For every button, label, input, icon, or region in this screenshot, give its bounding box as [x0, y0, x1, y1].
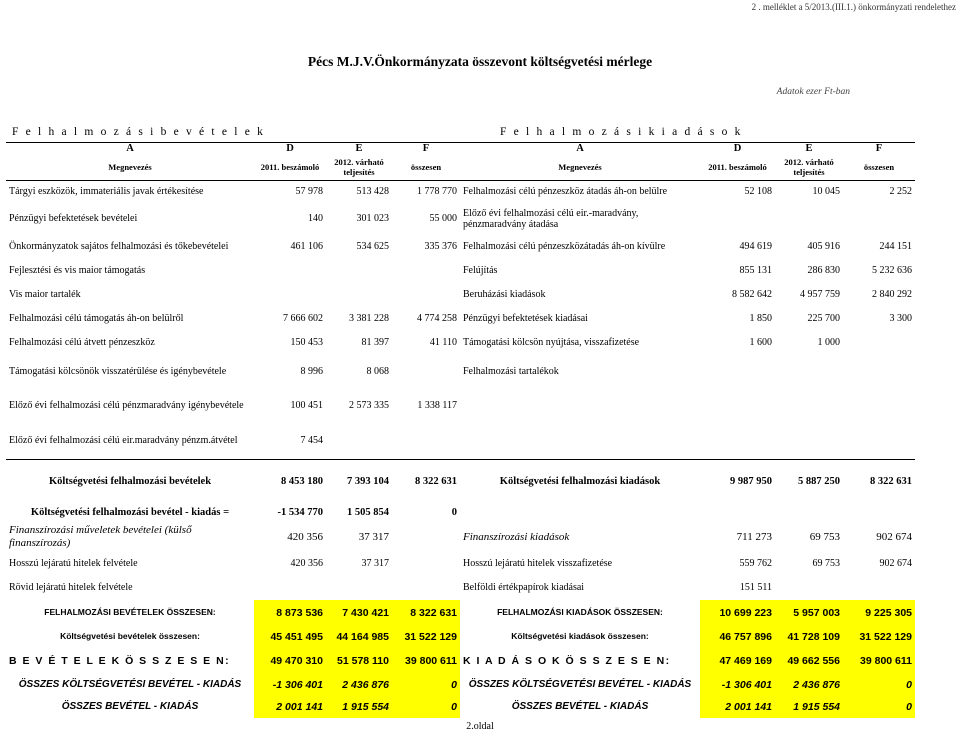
- row-label: Beruházási kiadások: [463, 289, 546, 301]
- table-row: [6, 388, 915, 423]
- row-value: [700, 355, 775, 388]
- summary-value: [843, 504, 915, 522]
- row-label: Támogatási kölcsönök visszatérülése és igénybevétele: [9, 365, 227, 377]
- row-label: Felhalmozási célú pénzeszközátadás áh-on kívülre: [463, 241, 666, 253]
- row-value: 55 000: [429, 213, 457, 225]
- row-value: 41 110: [429, 337, 457, 349]
- summary-value: 41 728 109: [775, 626, 843, 648]
- row-value: 286 830: [807, 265, 840, 277]
- row-value: 4 774 258: [417, 313, 457, 325]
- summary-row-diff: [6, 504, 915, 522]
- row-value: 2 840 292: [872, 289, 912, 301]
- row-value: 3 300: [889, 313, 912, 325]
- row-label: Felújítás: [463, 265, 498, 277]
- row-value: 8 996: [300, 365, 323, 377]
- summary-value: 44 164 985: [326, 626, 392, 648]
- summary-label: Rövid lejáratú hitelek felvétele: [9, 582, 133, 594]
- summary-value: 7 393 104: [326, 460, 392, 505]
- row-label: Támogatási kölcsön nyújtása, visszafizetése: [463, 337, 640, 349]
- summary-value: 10 699 223: [700, 600, 775, 626]
- column-letters-row: [6, 143, 915, 157]
- summary-value: 46 757 896: [700, 626, 775, 648]
- summary-label: Költségvetési felhalmozási bevétel - kiadás =: [30, 506, 230, 518]
- summary-value: 69 753: [812, 558, 840, 570]
- row-label: [460, 423, 700, 460]
- summary-value: 37 317: [358, 530, 389, 543]
- summary-value: 45 451 495: [254, 626, 326, 648]
- row-value: 494 619: [739, 241, 772, 253]
- col-letter: E: [775, 143, 843, 157]
- summary-value: 2 436 876: [326, 674, 392, 696]
- item-rows: [6, 181, 915, 460]
- summary-row-kv: [6, 460, 915, 505]
- row-value: [326, 259, 392, 283]
- summary-row-kvossz: [6, 626, 915, 648]
- summary-value: 711 273: [736, 530, 772, 543]
- col-header-name: Megnevezés: [6, 156, 254, 181]
- row-value: 1 338 117: [417, 399, 457, 411]
- summary-label: ÖSSZES BEVÉTEL - KIADÁS: [61, 701, 199, 713]
- table-row: [6, 259, 915, 283]
- summary-label: Költségvetési bevételek összesen:: [60, 631, 200, 642]
- summary-value: 902 674: [879, 558, 912, 570]
- row-value: 8 068: [366, 365, 389, 377]
- table-row: [6, 283, 915, 307]
- row-value: 150 453: [290, 337, 323, 349]
- table-row: [6, 235, 915, 259]
- summary-label: Finanszírozási kiadások: [463, 530, 570, 543]
- row-value: [775, 355, 843, 388]
- row-value: 335 376: [424, 241, 457, 253]
- summary-label: FELHALMOZÁSI KIADÁSOK ÖSSZESEN:: [497, 607, 663, 618]
- summary-value: 49 662 556: [775, 648, 843, 674]
- table-row: [6, 181, 915, 204]
- row-value: 1 600: [749, 337, 772, 349]
- row-value: 2 252: [889, 186, 912, 198]
- summary-label: B E V É T E L E K Ö S S Z E S E N:: [9, 654, 231, 667]
- row-value: [700, 388, 775, 423]
- row-label: Felhalmozási célú átvett pénzeszköz: [9, 337, 155, 349]
- col-header-2012: 2012. várható teljesítés: [775, 156, 843, 181]
- summary-label: Költségvetési kiadások összesen:: [511, 631, 649, 642]
- summary-value: 902 674: [876, 530, 912, 543]
- summary-value: 51 578 110: [326, 648, 392, 674]
- summary-value: [392, 552, 460, 576]
- row-value: 2 573 335: [349, 399, 389, 411]
- summary-row-grand: [6, 648, 915, 674]
- summary-value: 0: [392, 674, 460, 696]
- row-label: Felhalmozási célú támogatás áh-on belülről: [9, 313, 184, 325]
- section-header-expenditures: F e l h a l m o z á s i k i a d á s o k: [500, 126, 743, 138]
- row-value: [700, 423, 775, 460]
- col-letter: D: [254, 143, 326, 157]
- summary-value: [392, 576, 460, 600]
- summary-value: 37 317: [361, 558, 389, 570]
- summary-value: [326, 576, 392, 600]
- row-value: [843, 331, 915, 355]
- summary-value: 9 987 950: [700, 460, 775, 505]
- summary-value: 8 322 631: [843, 460, 915, 505]
- summary-value: 39 800 611: [843, 648, 915, 674]
- page-number: 2.oldal: [466, 721, 494, 732]
- row-value: [326, 423, 392, 460]
- summary-label: Finanszírozási műveletek bevételei (külső finanszírozás): [9, 524, 192, 549]
- row-value: [326, 283, 392, 307]
- row-value: [775, 423, 843, 460]
- summary-value: 0: [843, 674, 915, 696]
- summary-value: 151 511: [739, 582, 772, 594]
- row-value: [843, 423, 915, 460]
- row-value: 461 106: [290, 241, 323, 253]
- row-value: 513 428: [356, 186, 389, 198]
- section-header-revenues: F e l h a l m o z á s i b e v é t e l e k: [12, 126, 266, 138]
- summary-value: [700, 504, 775, 522]
- summary-value: 8 322 631: [392, 600, 460, 626]
- col-letter: F: [843, 143, 915, 157]
- col-letter: A: [6, 143, 254, 157]
- summary-value: 9 225 305: [843, 600, 915, 626]
- summary-value: 1 915 554: [326, 696, 392, 718]
- row-label: Előző évi felhalmozási célú eir.maradvány pénzm.átvétel: [9, 435, 238, 447]
- summary-value: 420 356: [290, 558, 323, 570]
- row-value: 855 131: [739, 265, 772, 277]
- summary-label: Hosszú lejáratú hitelek visszafizetése: [463, 558, 613, 570]
- row-label: Vis maior tartalék: [9, 289, 81, 301]
- summary-value: 69 753: [809, 530, 840, 543]
- summary-row-hosszu: [6, 552, 915, 576]
- col-header-2012: 2012. várható teljesítés: [326, 156, 392, 181]
- table-row: [6, 203, 915, 235]
- summary-label: Költségvetési felhalmozási bevételek: [6, 460, 254, 505]
- col-header-2011: 2011. beszámoló: [254, 156, 326, 181]
- summary-value: 5 957 003: [775, 600, 843, 626]
- row-value: 57 978: [295, 186, 323, 198]
- row-value: 301 023: [356, 213, 389, 225]
- summary-value: 2 001 141: [700, 696, 775, 718]
- row-value: 7 454: [300, 435, 323, 447]
- table-row: [6, 355, 915, 388]
- summary-value: 47 469 169: [700, 648, 775, 674]
- summary-value: 31 522 129: [392, 626, 460, 648]
- row-value: [254, 259, 326, 283]
- summary-value: 1 915 554: [775, 696, 843, 718]
- col-letter: E: [326, 143, 392, 157]
- row-value: 140: [308, 213, 323, 225]
- row-value: 7 666 602: [283, 313, 323, 325]
- row-value: 52 108: [744, 186, 772, 198]
- summary-value: 8 453 180: [254, 460, 326, 505]
- row-value: [700, 203, 775, 235]
- summary-value: 39 800 611: [392, 648, 460, 674]
- row-label: Felhalmozási célú pénzeszköz átadás áh-on belülre: [463, 186, 668, 198]
- summary-value: 7 430 421: [326, 600, 392, 626]
- summary-label: ÖSSZES BEVÉTEL - KIADÁS: [511, 701, 649, 713]
- summary-value: 1 505 854: [347, 506, 389, 518]
- summary-label: Költségvetési felhalmozási kiadások: [460, 460, 700, 505]
- row-value: 534 625: [356, 241, 389, 253]
- row-value: 81 397: [361, 337, 389, 349]
- row-value: [775, 203, 843, 235]
- summary-value: -1 306 401: [700, 674, 775, 696]
- row-label: Előző évi felhalmozási célú pénzmaradvány igénybevétele: [9, 399, 244, 411]
- row-value: [843, 388, 915, 423]
- summary-label: [460, 504, 700, 522]
- row-label: Önkormányzatok sajátos felhalmozási és tőkebevételei: [9, 241, 229, 253]
- summary-value: [392, 522, 460, 552]
- summary-row-obk: [6, 696, 915, 718]
- row-value: 1 778 770: [417, 186, 457, 198]
- summary-value: 559 762: [739, 558, 772, 570]
- col-letter: F: [392, 143, 460, 157]
- col-letter: D: [700, 143, 775, 157]
- summary-value: 8 322 631: [392, 460, 460, 505]
- summary-row-kvbk: [6, 674, 915, 696]
- row-value: 10 045: [812, 186, 840, 198]
- summary-label: K I A D Á S O K Ö S S Z E S E N:: [463, 654, 671, 667]
- row-value: [392, 283, 460, 307]
- summary-row-fin: [6, 522, 915, 552]
- row-label: Előző évi felhalmozási célú eir.-maradvány, pénzmaradvány átadása: [463, 207, 639, 230]
- summary-row-rovid: [6, 576, 915, 600]
- summary-label: Belföldi értékpapírok kiadásai: [463, 582, 585, 594]
- row-label: Fejlesztési és vis maior támogatás: [9, 265, 146, 277]
- row-value: [392, 423, 460, 460]
- row-value: [254, 283, 326, 307]
- summary-value: 8 873 536: [254, 600, 326, 626]
- row-value: 1 000: [817, 337, 840, 349]
- summary-value: [843, 576, 915, 600]
- summary-value: -1 306 401: [254, 674, 326, 696]
- summary-value: 0: [451, 506, 457, 518]
- col-header-total: összesen: [843, 156, 915, 181]
- summary-value: 0: [392, 696, 460, 718]
- col-letter: A: [460, 143, 700, 157]
- table-row: [6, 423, 915, 460]
- row-value: 100 451: [290, 399, 323, 411]
- col-header-name: Megnevezés: [460, 156, 700, 181]
- table-row: [6, 307, 915, 331]
- summary-value: 2 436 876: [775, 674, 843, 696]
- row-value: 225 700: [807, 313, 840, 325]
- summary-label: FELHALMOZÁSI BEVÉTELEK ÖSSZESEN:: [44, 607, 216, 618]
- row-value: 3 381 228: [349, 313, 389, 325]
- row-value: [392, 259, 460, 283]
- row-label: Tárgyi eszközök, immateriális javak értékesítése: [9, 186, 204, 198]
- summary-label: Hosszú lejáratú hitelek felvétele: [9, 558, 138, 570]
- summary-value: 31 522 129: [843, 626, 915, 648]
- col-header-total: összesen: [392, 156, 460, 181]
- row-value: 1 850: [749, 313, 772, 325]
- summary-value: 420 356: [287, 530, 323, 543]
- balance-table: [6, 142, 915, 718]
- row-value: 244 151: [879, 241, 912, 253]
- summary-value: 2 001 141: [254, 696, 326, 718]
- row-value: [392, 355, 460, 388]
- summary-label: ÖSSZES KÖLTSÉGVETÉSI BEVÉTEL - KIADÁS: [468, 679, 692, 691]
- page-title: Pécs M.J.V.Önkormányzata összevont költségvetési mérlege: [307, 54, 653, 69]
- summary-value: [775, 576, 843, 600]
- row-value: 8 582 642: [732, 289, 772, 301]
- summary-value: 49 470 310: [254, 648, 326, 674]
- row-label: Pénzügyi befektetések kiadásai: [463, 313, 588, 325]
- decree-reference: 2 . melléklet a 5/2013.(III.1.) önkormányzati rendelethez: [751, 2, 956, 12]
- row-value: [775, 388, 843, 423]
- row-value: 405 916: [807, 241, 840, 253]
- summary-value: [775, 504, 843, 522]
- summary-value: -1 534 770: [277, 506, 323, 518]
- row-label: Pénzügyi befektetések bevételei: [9, 213, 138, 225]
- summary-rows: [6, 460, 915, 719]
- row-value: [843, 203, 915, 235]
- row-value: 5 232 636: [872, 265, 912, 277]
- unit-note: Adatok ezer Ft-ban: [776, 87, 850, 97]
- row-value: [843, 355, 915, 388]
- summary-label: ÖSSZES KÖLTSÉGVETÉSI BEVÉTEL - KIADÁS: [18, 679, 242, 691]
- summary-row-osszesen: [6, 600, 915, 626]
- table-row: [6, 331, 915, 355]
- column-header-row: [6, 156, 915, 181]
- col-header-2011: 2011. beszámoló: [700, 156, 775, 181]
- summary-value: [254, 576, 326, 600]
- summary-value: 5 887 250: [775, 460, 843, 505]
- row-label: Felhalmozási tartalékok: [463, 365, 559, 377]
- row-value: 4 957 759: [800, 289, 840, 301]
- row-label: [460, 388, 700, 423]
- summary-value: 0: [843, 696, 915, 718]
